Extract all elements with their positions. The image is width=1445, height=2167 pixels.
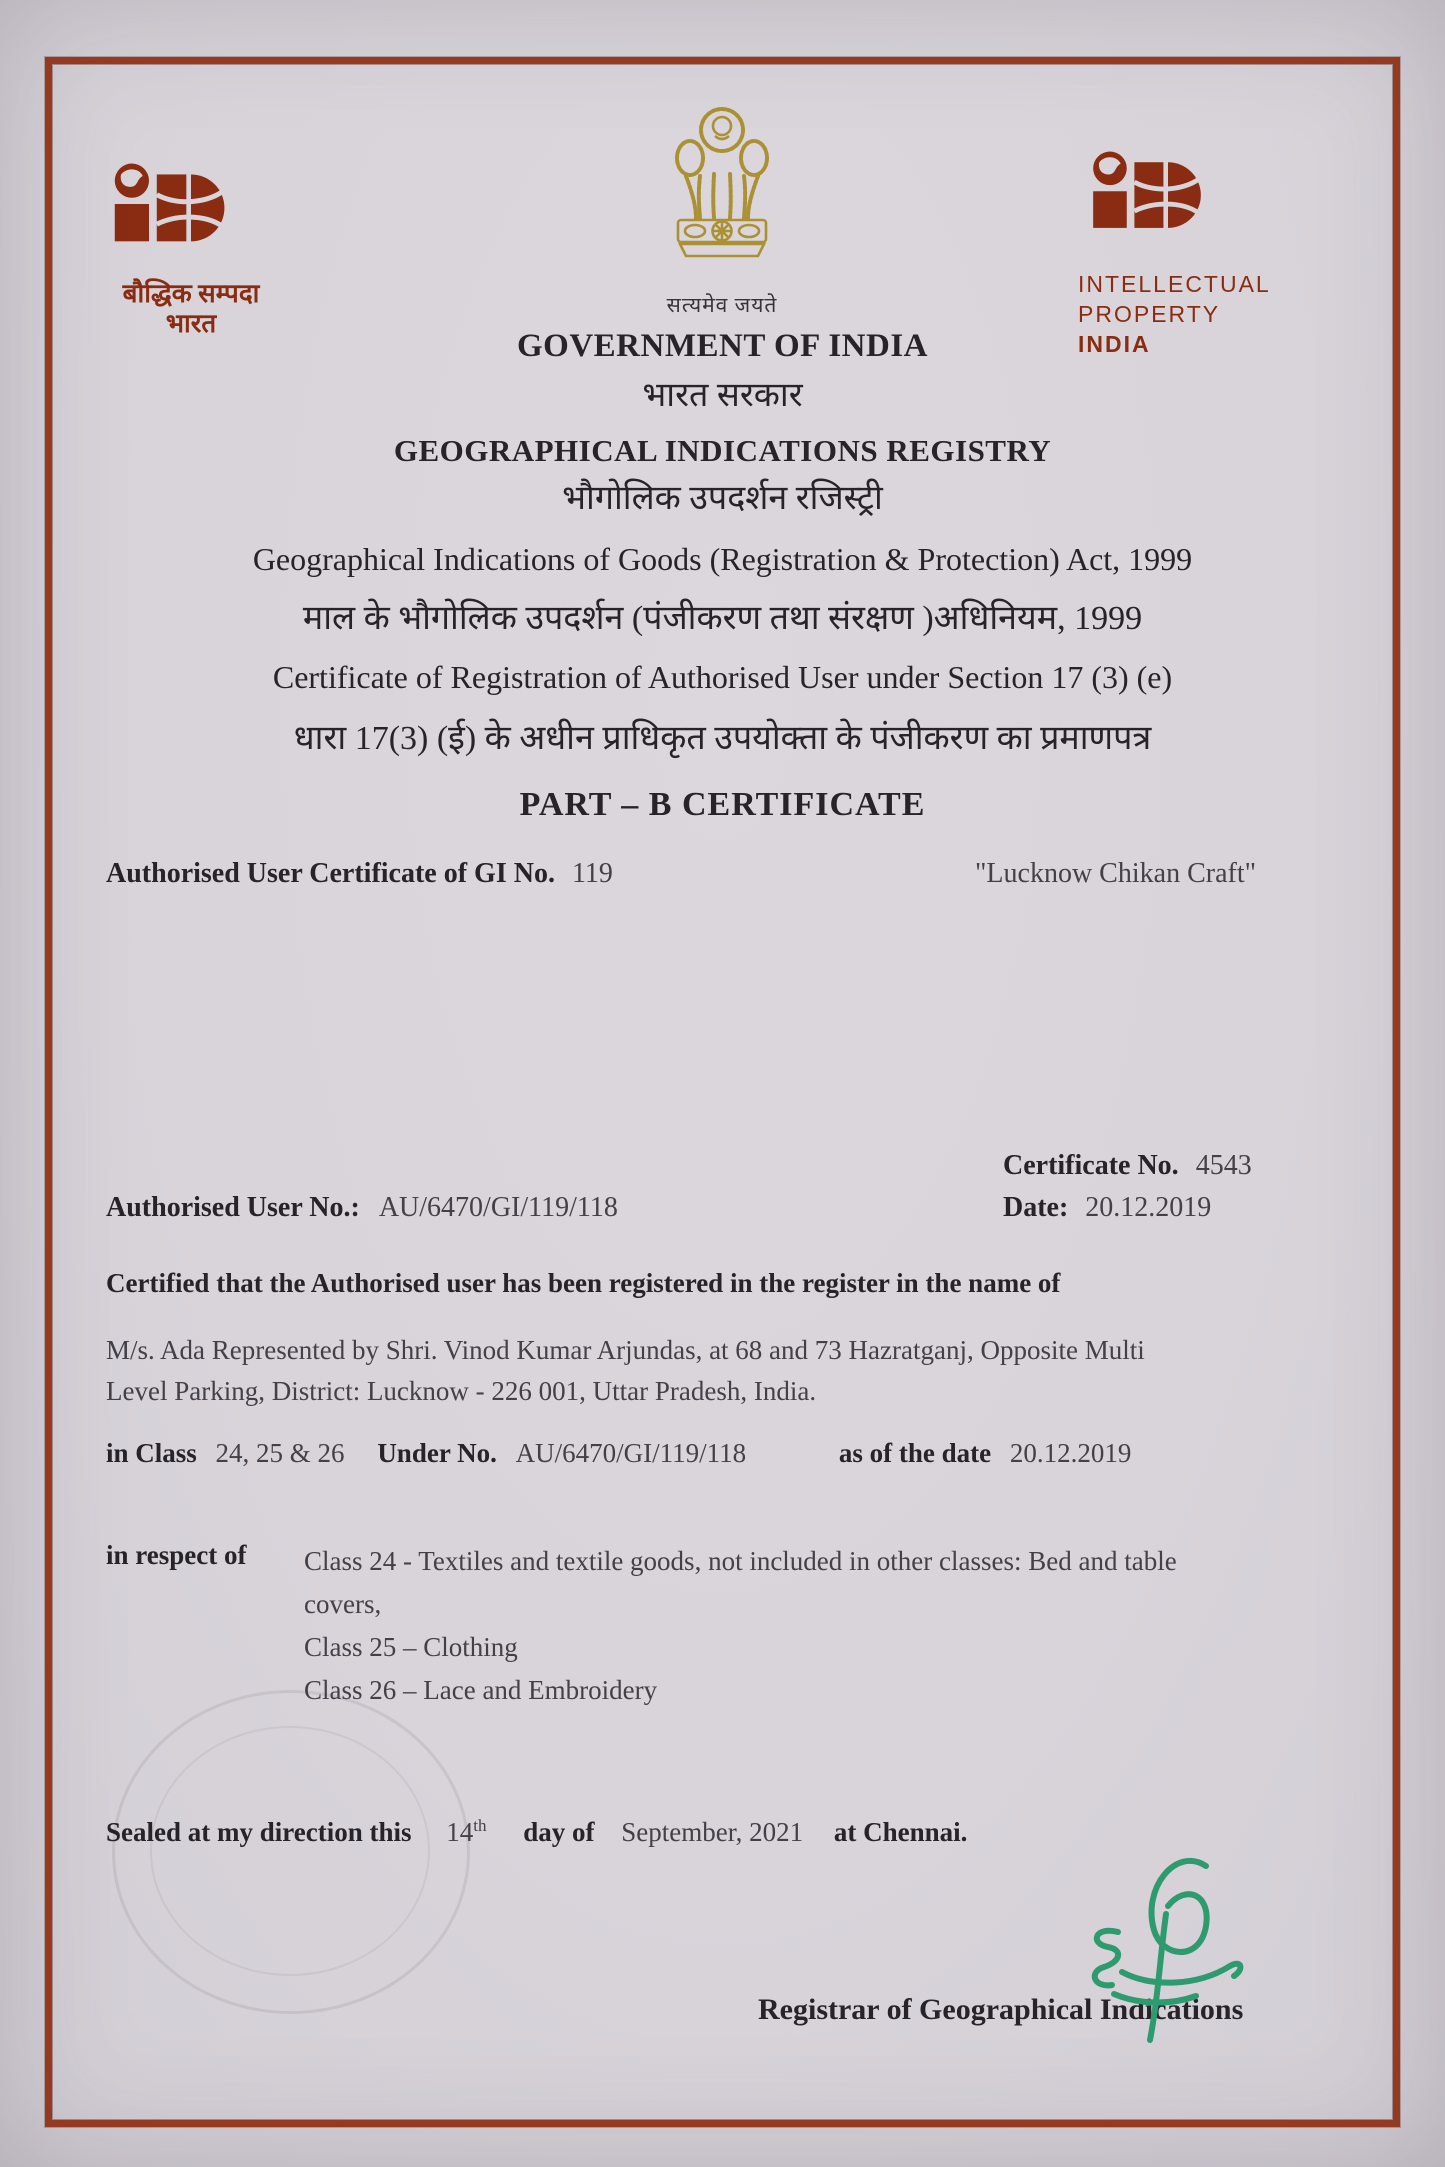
section-17-line-english: Certificate of Registration of Authorised User under Section 17 (3) (e) — [272, 659, 1173, 695]
as-of-date-label: as of the date — [838, 1438, 992, 1468]
gi-registry-hindi: भौगोलिक उपदर्शन रजिस्ट्री — [562, 480, 883, 517]
in-class-label: in Class — [106, 1438, 197, 1468]
ip-logo-right-caption-line1: INTELLECTUAL — [1078, 271, 1271, 297]
sealed-at-direction-line — [106, 1816, 967, 1848]
property-label: PROPERTY — [1078, 301, 1220, 327]
sealed-prefix: Sealed at my direction this — [106, 1817, 412, 1847]
in-class-value: 24, 25 & 26 — [215, 1438, 345, 1468]
sealed-day-of: day of — [523, 1817, 595, 1847]
ip-india-logo-left — [98, 162, 284, 339]
certificate-no-line — [1003, 1150, 1252, 1182]
under-no-value: AU/6470/GI/119/118 — [515, 1438, 747, 1468]
date-value: 20.12.2019 — [1085, 1192, 1212, 1223]
authorised-user-no-line — [106, 1192, 618, 1224]
ashoka-lion-capital-icon — [652, 96, 792, 286]
in-respect-of-label: in respect of — [106, 1540, 247, 1570]
holder-paragraph-line1: M/s. Ada Represented by Shri. Vinod Kumar Arjundas, at 68 and 73 Hazratganj, Opposite Multi — [106, 1335, 1145, 1365]
sealed-day-ordinal: th — [473, 1816, 487, 1835]
authorised-user-no-value: AU/6470/GI/119/118 — [378, 1192, 618, 1223]
section-17-line-hindi: धारा 17(3) (ई) के अधीन प्राधिकृत उपयोक्ता के पंजीकरण का प्रमाणपत्र — [293, 720, 1152, 757]
gi-number-label: Authorised User Certificate of GI No. — [106, 858, 555, 889]
government-of-india-title: GOVERNMENT OF INDIA — [516, 328, 929, 364]
gi-number-line — [106, 858, 613, 890]
certificate-no-value: 4543 — [1195, 1150, 1252, 1181]
date-label: Date: — [1003, 1192, 1069, 1223]
class-under-no-line — [106, 1438, 1131, 1469]
gi-product-name: "Lucknow Chikan Craft" — [975, 858, 1257, 889]
sealed-place: at Chennai. — [833, 1817, 968, 1847]
gi-registry-title: GEOGRAPHICAL INDICATIONS REGISTRY — [393, 433, 1052, 468]
certificate-no-label: Certificate No. — [1003, 1150, 1179, 1181]
national-emblem — [632, 96, 812, 319]
part-b-certificate-title: PART – B CERTIFICATE — [519, 786, 926, 823]
certified-statement: Certified that the Authorised user has been registered in the register in the name of — [106, 1268, 1061, 1298]
gi-act-line-hindi: माल के भौगोलिक उपदर्शन (पंजीकरण तथा संरक्षण )अधिनियम, 1999 — [302, 600, 1143, 637]
respect-class26: Class 26 – Lace and Embroidery — [304, 1675, 658, 1705]
date-line — [1003, 1192, 1211, 1224]
as-of-date-value: 20.12.2019 — [1009, 1438, 1132, 1468]
ip-logo-left-caption-line2: भारत — [165, 309, 217, 338]
registrar-signature — [1048, 1848, 1263, 2058]
in-respect-of-content — [304, 1540, 1177, 1712]
gi-number-value: 119 — [571, 858, 613, 889]
registrar-title: Registrar of Geographical Indications — [758, 1993, 1244, 2026]
authorised-user-no-label: Authorised User No.: — [106, 1192, 360, 1223]
ip-logo-icon — [105, 162, 277, 274]
ip-logo-left-caption-line1: बौद्धिक सम्पदा — [122, 279, 260, 308]
ip-logo-icon — [1084, 146, 1252, 264]
sealed-day-number: 14 — [446, 1817, 474, 1847]
gi-act-line-english: Geographical Indications of Goods (Registration & Protection) Act, 1999 — [252, 541, 1193, 577]
sealed-day — [446, 1817, 486, 1847]
satyameva-jayate-motto: सत्यमेव जयते — [666, 293, 778, 317]
respect-class24-line1: Class 24 - Textiles and textile goods, not included in other classes: Bed and table — [304, 1546, 1177, 1576]
sealed-month-year: September, 2021 — [621, 1817, 804, 1847]
holder-paragraph-line2: Level Parking, District: Lucknow - 226 001, Uttar Pradesh, India. — [106, 1376, 817, 1406]
respect-class25: Class 25 – Clothing — [304, 1632, 518, 1662]
government-of-india-hindi: भारत सरकार — [642, 377, 803, 414]
india-label: INDIA — [1078, 331, 1151, 357]
under-no-label: Under No. — [377, 1438, 497, 1468]
respect-class24-line2: covers, — [304, 1589, 382, 1619]
